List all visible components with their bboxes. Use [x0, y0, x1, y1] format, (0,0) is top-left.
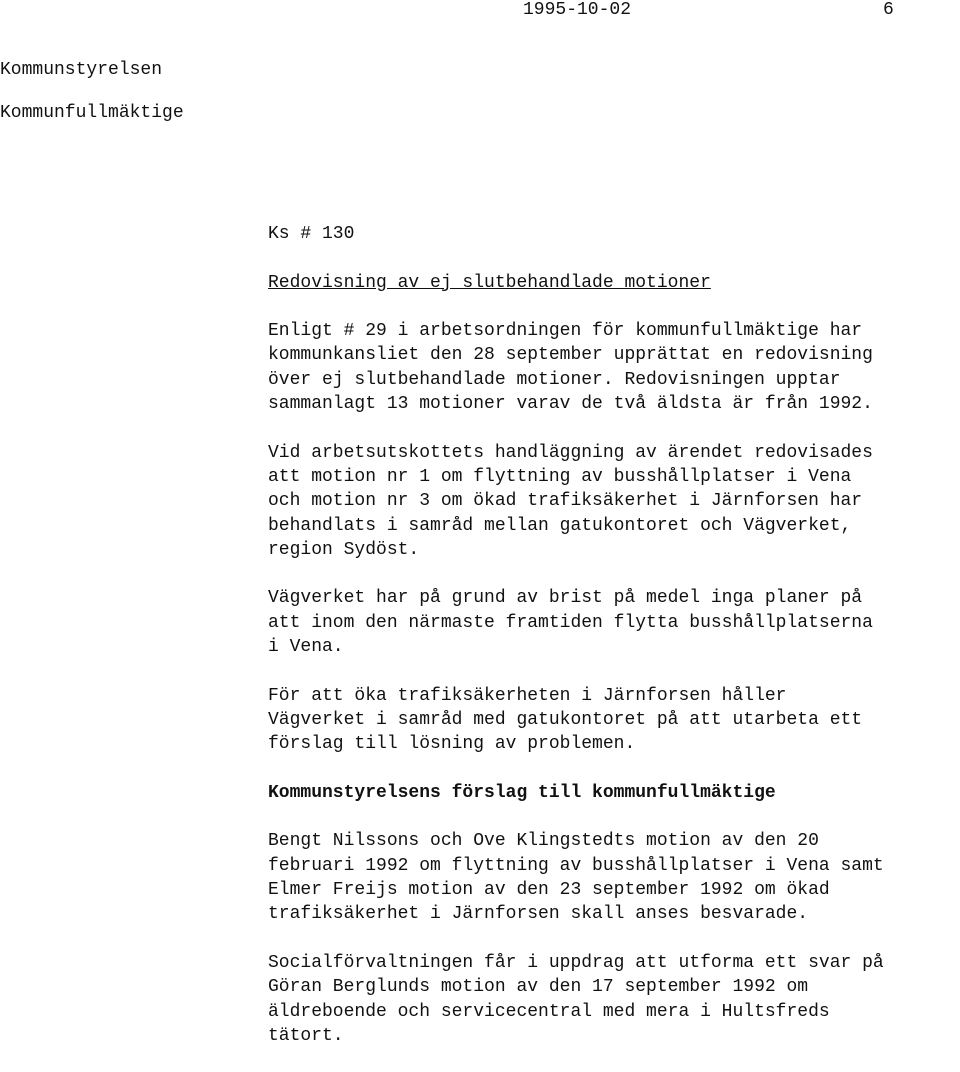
distribution-recipient: Kommunstyrelsen: [0, 60, 163, 80]
paragraph: Enligt # 29 i arbetsordningen för kommunfullmäktige har kommunkansliet den 28 september upprättat en redovisning över ej slutbehandlade motioner. Redovisningen upptar sammanlagt 13 motioner varav de två äldsta är från 1992.: [268, 321, 873, 415]
case-reference: Ks # 130: [268, 224, 355, 244]
proposal-paragraph: Socialförvaltningen får i uppdrag att utforma ett svar på Göran Berglunds motion av den 17 september 1992 om äldreboende och servicecentral med mera i Hultsfreds tätort.: [268, 952, 884, 1046]
proposal-paragraph: Bengt Nilssons och Ove Klingstedts motion av den 20 februari 1992 om flyttning av busshållplatser i Vena samt Elmer Freijs motion av den 23 september 1992 om ökad trafiksäkerhet i Järnforsen skall anses besvarade.: [268, 831, 884, 925]
paragraph: Vid arbetsutskottets handläggning av ärendet redovisades att motion nr 1 om flyttning av busshållplatser i Vena och motion nr 3 om ökad trafiksäkerhet i Järnforsen har behandlats i samråd mellan gatukontoret och Vägverket, region Sydöst.: [268, 442, 873, 560]
page-number: 6: [883, 0, 894, 20]
paragraph: För att öka trafiksäkerheten i Järnforsen håller Vägverket i samråd med gatukontoret på att utarbeta ett förslag till lösning av problemen.: [268, 685, 863, 755]
minutes-body: [268, 222, 960, 1072]
document-date: 1995-10-02: [523, 0, 632, 20]
proposal-heading: Kommunstyrelsens förslag till kommunfullmäktige: [268, 782, 776, 803]
paragraph: Vägverket har på grund av brist på medel inga planer på att inom den närmaste framtiden flytta busshållplatserna i Vena.: [268, 588, 873, 658]
case-title: Redovisning av ej slutbehandlade motioner: [268, 272, 711, 293]
distribution-recipient: Kommunfullmäktige: [0, 103, 184, 123]
